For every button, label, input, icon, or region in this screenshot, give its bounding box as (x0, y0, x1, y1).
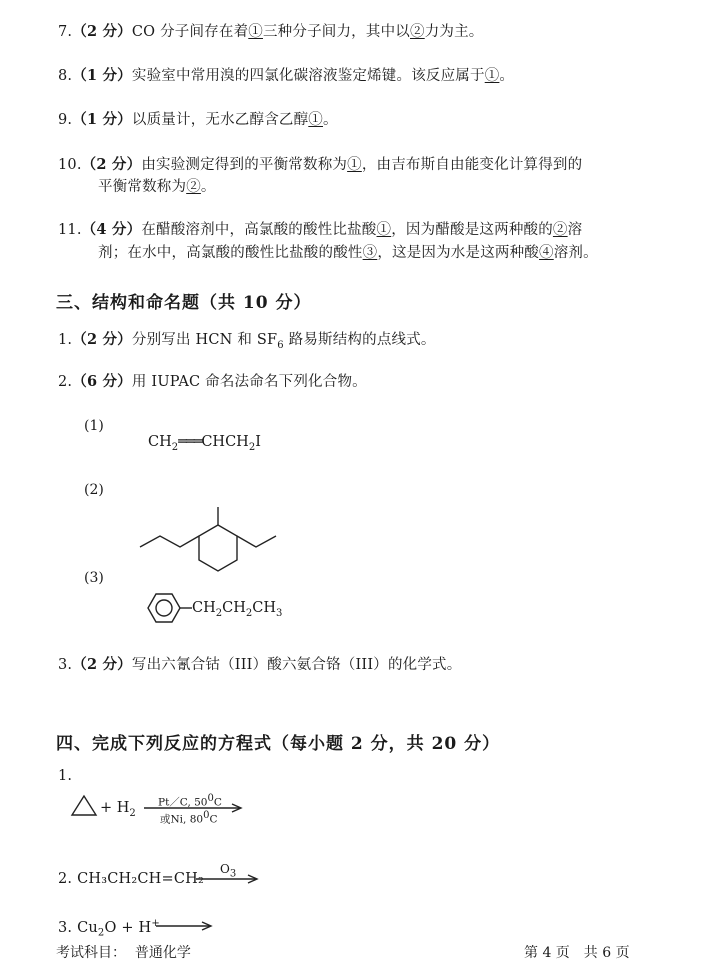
section-4-heading: 四、完成下列反应的方程式（每小题 2 分，共 20 分） (56, 734, 501, 754)
item-1-label: (1) (84, 418, 104, 434)
footer-page-number: 第 4 页 共 6 页 (524, 945, 630, 961)
blank-1: ① (347, 157, 362, 173)
s3-question-2: 2.（6 分）用 IUPAC 命名法命名下列化合物。 (58, 373, 367, 390)
reaction-1-number: 1. (58, 768, 73, 784)
blank-1: ① (484, 68, 500, 84)
reaction-1-condition-top: Pt／C, $50^0C$ (158, 793, 222, 809)
blank-1: ① (308, 112, 323, 128)
reaction-2-reagent: $O_3$ (220, 862, 237, 880)
question-11: 11.（4 分）在醋酸溶剂中，高氯酸的酸性比盐酸①，因为醋酸是这两种酸的②溶 (58, 221, 583, 238)
blank-2: ② (186, 179, 201, 195)
item-2-label: (2) (84, 482, 104, 498)
section-3-heading: 三、结构和命名题（共 10 分） (56, 293, 312, 313)
blank-2: ② (409, 24, 425, 40)
blank-4: ④ (539, 245, 554, 261)
question-8: 8.（1 分）实验室中常用溴的四氯化碳溶液鉴定烯键。该反应属于①。 (58, 67, 515, 84)
s3-question-1: 1.（2 分）分别写出 HCN 和 $SF_6$ 路易斯结构的点线式。 (58, 331, 436, 351)
blank-1: ① (248, 24, 263, 40)
question-7: 7.（2 分）CO 分子间存在着①三种分子间力，其中以②力为主。 (58, 23, 484, 40)
item-1-formula: $CH_2═══CHCH_2I$ (148, 434, 261, 453)
footer-subject: 考试科目： 普通化学 (56, 945, 191, 961)
question-10: 10.（2 分）由实验测定得到的平衡常数称为①，由吉布斯自由能变化计算得到的 (58, 156, 583, 173)
question-10-line2: 平衡常数称为②。 (98, 179, 216, 195)
question-9: 9.（1 分）以质量计，无水乙醇含乙醇①。 (58, 111, 338, 128)
reaction-1-condition-bottom: 或Ni, $80^0C$ (160, 810, 218, 826)
blank-3: ③ (362, 245, 378, 261)
item-3-formula: $CH_2CH_2CH_3$ (192, 600, 283, 619)
blank-1: ① (376, 222, 392, 238)
item-3-label: (3) (84, 570, 104, 586)
blank-2: ② (552, 222, 568, 238)
s3-question-3: 3.（2 分）写出六氰合钴（III）酸六氨合铬（III）的化学式。 (58, 656, 462, 673)
reaction-2: 2. CH₃CH₂CH=CH₂ (58, 871, 205, 887)
reaction-1-reactant: + $H_2$ (100, 800, 136, 819)
reaction-3: 3. $Cu_2O + H^+$ (58, 918, 160, 939)
question-11-line2: 剂；在水中，高氯酸的酸性比盐酸的酸性③，这是因为水是这两种酸④溶剂。 (98, 245, 598, 261)
